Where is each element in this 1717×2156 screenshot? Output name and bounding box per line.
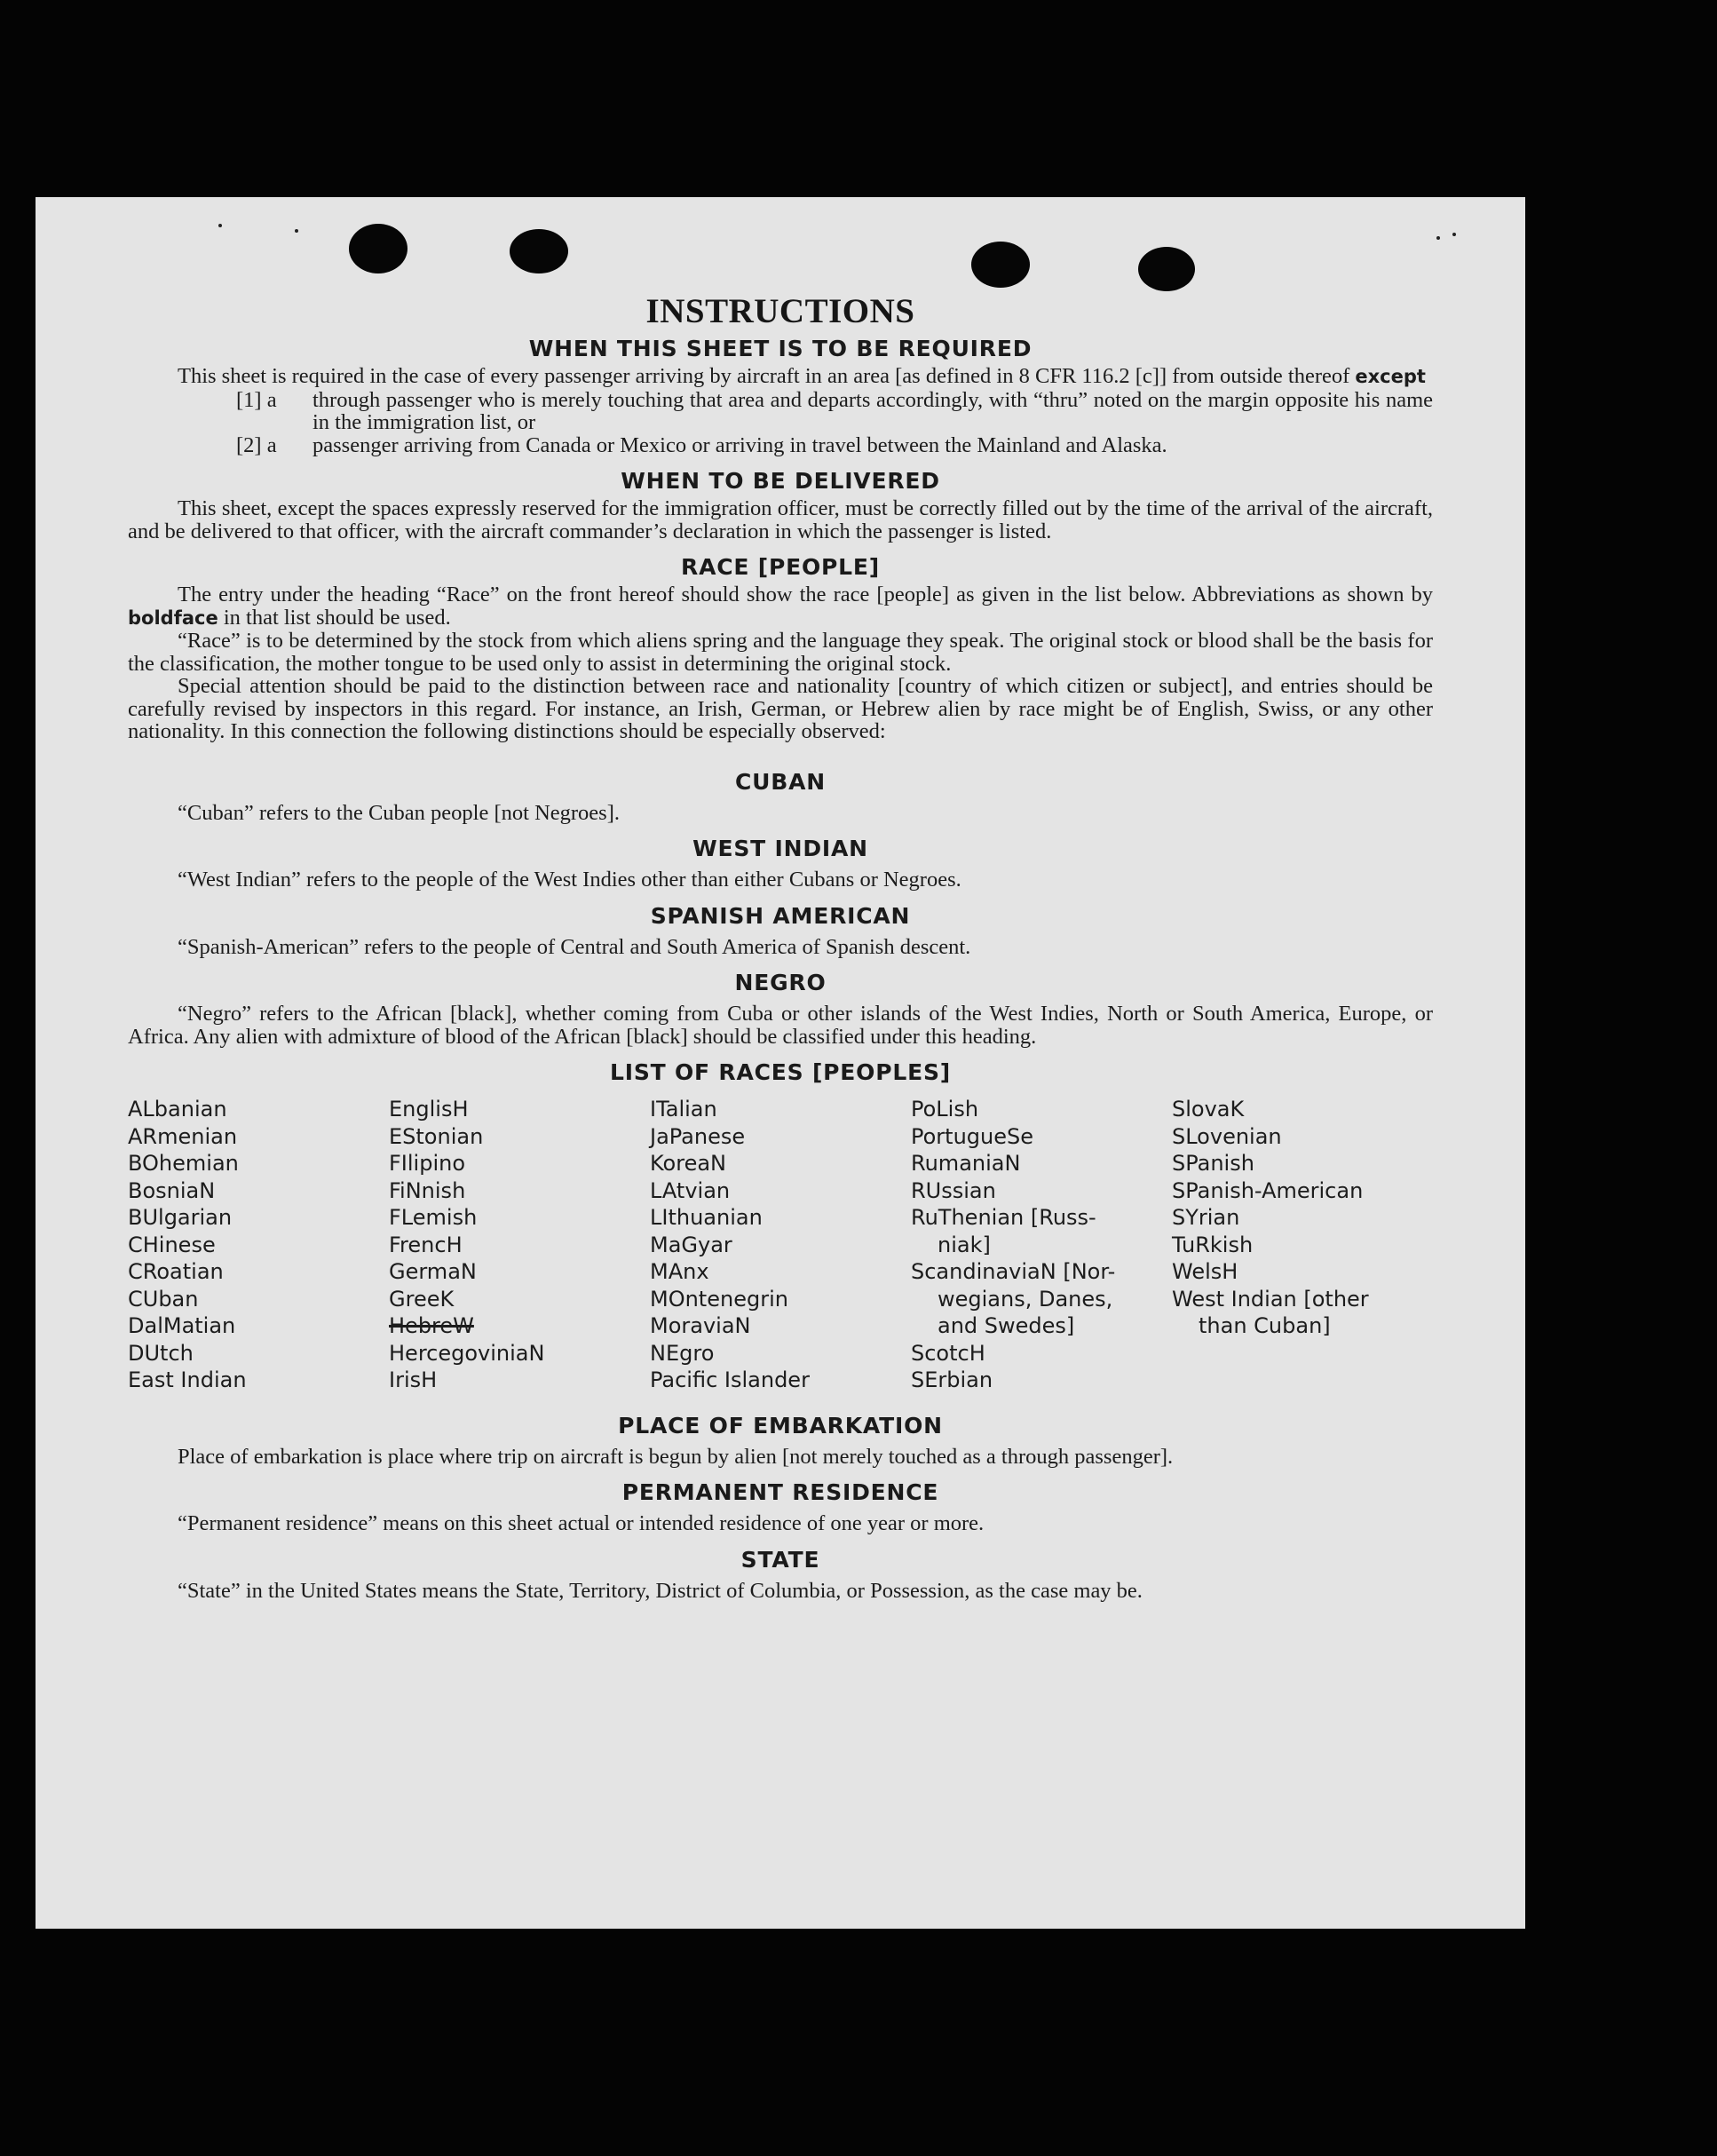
races-list xyxy=(128,1096,1433,1394)
race-item-continued: and Swedes] xyxy=(938,1313,1075,1338)
race-item: FLemish xyxy=(389,1205,478,1230)
instructions-content xyxy=(128,290,1433,1602)
race-item: FIlipino xyxy=(389,1151,466,1176)
race-item: FrencH xyxy=(389,1232,463,1257)
race-item-continued: than Cuban] xyxy=(1199,1313,1331,1338)
heading-state: STATE xyxy=(740,1546,820,1573)
race-item-continued: niak] xyxy=(938,1232,991,1257)
required-item-2: [2] a passenger arriving from Canada or Mexico or arriving in travel between the Mainland and Alaska. xyxy=(236,432,1167,457)
race-item: MoraviaN xyxy=(650,1313,751,1338)
race-item: MAnx xyxy=(650,1259,709,1284)
race-item: SLovenian xyxy=(1172,1123,1282,1149)
race-item: PortugueSe xyxy=(911,1123,1033,1149)
required-intro: This sheet is required in the case of every passenger arriving by aircraft in an area [as defined in 8 CFR 116.2 [c]] from outside thereof except xyxy=(178,364,1426,388)
spanish-american-text: “Spanish-American” refers to the people of Central and South America of Spanish descent. xyxy=(178,934,971,959)
race-item: KoreaN xyxy=(650,1151,726,1176)
race-paragraph-2: “Race” is to be determined by the stock from which aliens spring and the language they speak. The original stock or blood shall be the basis for the classification, the mother tongue to be used only to assist in determining the original stock. xyxy=(128,629,1433,676)
page-title: INSTRUCTIONS xyxy=(645,292,915,330)
delivered-text: This sheet, except the spaces expressly reserved for the immigration officer, must be correctly filled out by the time of the arrival of the aircraft, and be delivered to that officer, with the aircraft commander’s declaration in which the passenger is listed. xyxy=(128,496,1433,543)
race-item-continued: wegians, Danes, xyxy=(938,1286,1113,1312)
race-item: CRoatian xyxy=(128,1259,224,1284)
punch-hole xyxy=(349,224,407,273)
heading-list-of-races: LIST OF RACES [PEOPLES] xyxy=(609,1059,951,1085)
race-item: ScotcH xyxy=(911,1340,985,1366)
race-item: BOhemian xyxy=(128,1151,239,1176)
speck xyxy=(295,229,298,233)
speck xyxy=(1452,233,1456,236)
race-item: NEgro xyxy=(650,1340,715,1366)
race-item: GreeK xyxy=(389,1286,455,1312)
cuban-text: “Cuban” refers to the Cuban people [not Negroes]. xyxy=(178,800,620,825)
race-item-struck: HebreW xyxy=(389,1313,474,1338)
race-item: West Indian [other xyxy=(1172,1286,1369,1312)
race-paragraph-3: Special attention should be paid to the distinction between race and nationality [country of which citizen or subject], and entries should be carefully revised by inspectors in this regard. For instance, an Irish, German, or Hebrew alien by race might be of English, Swiss, or any other nationality. In this connection the following distinctions should be especially observed: xyxy=(128,674,1433,743)
race-item: CHinese xyxy=(128,1232,216,1257)
races-column-3 xyxy=(650,1096,911,1394)
race-item: East Indian xyxy=(128,1367,247,1392)
heading-permanent-residence: PERMANENT RESIDENCE xyxy=(621,1479,939,1505)
race-item: GermaN xyxy=(389,1259,477,1284)
heading-cuban: CUBAN xyxy=(735,768,826,795)
race-item: TuRkish xyxy=(1172,1232,1254,1257)
state-text: “State” in the United States means the State, Territory, District of Columbia, or Possession, as the case may be. xyxy=(178,1578,1143,1603)
race-item: ARmenian xyxy=(128,1123,238,1149)
race-item: ALbanian xyxy=(128,1097,227,1122)
required-item-1: [1] a through passenger who is merely touching that area and departs accordingly, with “thru” noted on the margin opposite his name in the immigration list, or xyxy=(236,387,1433,434)
race-item: SPanish-American xyxy=(1172,1177,1364,1203)
race-item: SPanish xyxy=(1172,1151,1254,1176)
race-item: DalMatian xyxy=(128,1313,236,1338)
race-item: LAtvian xyxy=(650,1177,731,1203)
race-item: MOntenegrin xyxy=(650,1286,788,1312)
race-item: FiNnish xyxy=(389,1177,466,1203)
race-item: CUban xyxy=(128,1286,199,1312)
race-item: RumaniaN xyxy=(911,1151,1021,1176)
race-item: DUtch xyxy=(128,1340,194,1366)
punch-hole xyxy=(510,229,568,273)
race-item: BosniaN xyxy=(128,1177,216,1203)
race-item: Pacific Islander xyxy=(650,1367,810,1392)
race-item: ScandinaviaN [Nor- xyxy=(911,1259,1116,1284)
race-item: PoLish xyxy=(911,1097,979,1122)
race-item: RUssian xyxy=(911,1177,996,1203)
heading-west-indian: WEST INDIAN xyxy=(692,836,868,861)
race-item: SlovaK xyxy=(1172,1097,1245,1122)
races-column-4 xyxy=(911,1096,1172,1394)
race-item: SYrian xyxy=(1172,1205,1240,1230)
document-sheet xyxy=(36,197,1525,1929)
race-item: LIthuanian xyxy=(650,1205,763,1230)
heading-negro: NEGRO xyxy=(734,970,827,995)
west-indian-text: “West Indian” refers to the people of the West Indies other than either Cubans or Negroes. xyxy=(178,868,961,892)
heading-spanish-american: SPANISH AMERICAN xyxy=(650,902,911,929)
races-column-2 xyxy=(389,1096,650,1394)
heading-when-delivered: WHEN TO BE DELIVERED xyxy=(621,468,940,494)
except-bold: except xyxy=(1355,366,1426,387)
races-column-5 xyxy=(1172,1096,1433,1394)
punch-hole xyxy=(971,242,1030,288)
races-column-1 xyxy=(128,1096,389,1394)
race-item: HercegoviniaN xyxy=(389,1340,545,1366)
race-item: WelsH xyxy=(1172,1259,1238,1284)
race-item: MaGyar xyxy=(650,1232,732,1257)
race-paragraph-1: The entry under the heading “Race” on the front hereof should show the race [people] as given in the list below. Abbreviations as shown by boldface in that list should be used. xyxy=(128,583,1433,630)
speck xyxy=(1436,236,1440,240)
race-item: EStonian xyxy=(389,1123,484,1149)
speck xyxy=(218,224,222,227)
heading-race: RACE [PEOPLE] xyxy=(681,554,880,580)
race-item: JaPanese xyxy=(650,1123,746,1149)
race-item: SErbian xyxy=(911,1367,993,1392)
boldface-word: boldface xyxy=(128,606,218,629)
negro-text: “Negro” refers to the African [black], whether coming from Cuba or other islands of the West Indies, North or South America, Europe, or Africa. Any alien with admixture of blood of the African [black] should be classified under this heading. xyxy=(128,1002,1433,1049)
heading-when-required: WHEN THIS SHEET IS TO BE REQUIRED xyxy=(528,336,1033,361)
residence-text: “Permanent residence” means on this sheet actual or intended residence of one year or more. xyxy=(178,1511,985,1535)
race-item: EnglisH xyxy=(389,1097,469,1122)
embarkation-text: Place of embarkation is place where trip on aircraft is begun by alien [not merely touched as a through passenger]. xyxy=(178,1444,1174,1469)
heading-place-of-embarkation: PLACE OF EMBARKATION xyxy=(618,1412,943,1439)
race-item: BUlgarian xyxy=(128,1205,233,1230)
race-item: IrisH xyxy=(389,1367,438,1392)
race-item: RuThenian [Russ- xyxy=(911,1205,1096,1230)
punch-hole xyxy=(1138,247,1195,291)
race-item: ITalian xyxy=(650,1097,717,1122)
